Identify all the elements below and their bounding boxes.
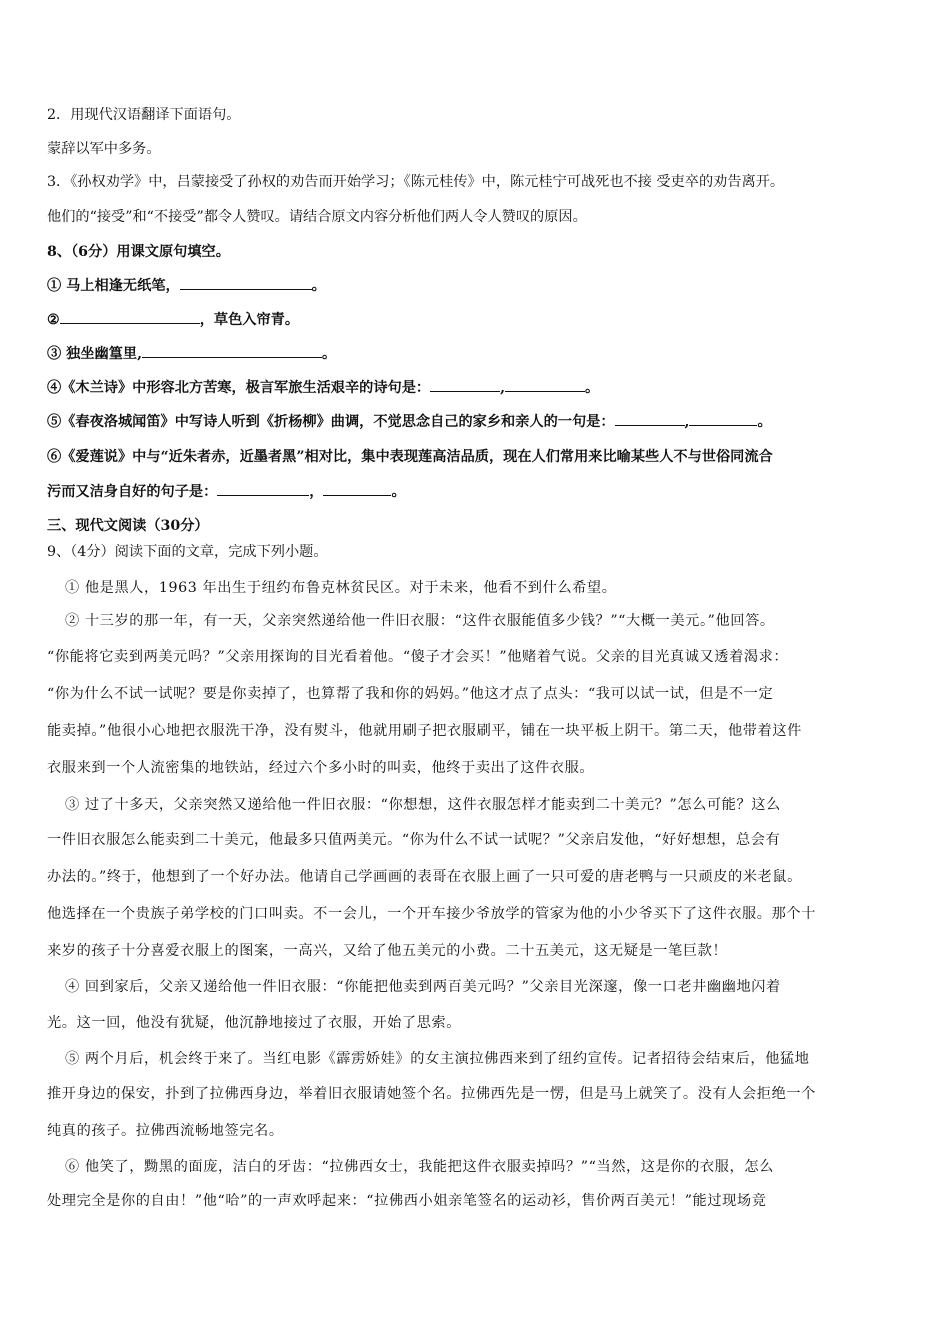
q7-sub2-prompt: 2．用现代汉语翻译下面语句。 xyxy=(47,107,241,123)
q8-item-6-line1: ⑥《爱莲说》中与“近朱者赤，近墨者黑”相对比，集中表现莲高洁品质，现在人们常用来比喻某些人不与世俗同流合 xyxy=(47,449,773,465)
article-para-2-line4: 能卖掉。”他很小心地把衣服洗干净，没有熨斗，他就用刷子把衣服刷平，铺在一块平板上阴干。第二天，他带着这件 xyxy=(47,723,802,739)
q9-prompt: 9、（4分）阅读下面的文章，完成下列小题。 xyxy=(47,544,328,560)
q8-item-5-blank-2[interactable] xyxy=(689,411,757,426)
q8-item-4-end: 。 xyxy=(585,380,600,396)
article-para-4-line1: ④ 回到家后，父亲又递给他一件旧衣服：“你能把他卖到两百美元吗？”父亲目光深邃，像一口老井幽幽地闪着 xyxy=(65,979,781,995)
q8-item-1-end: 。 xyxy=(311,278,326,294)
q8-item-3-text: ③ 独坐幽篁里, xyxy=(47,346,143,362)
q8-item-3-blank[interactable] xyxy=(142,343,322,358)
q8-item-6-blank-1[interactable] xyxy=(217,481,309,496)
article-para-6-line2: 处理完全是你的自由！”他“哈”的一声欢呼起来：“拉佛西小姐亲笔签名的运动衫，售价两百美元！”能过现场竞 xyxy=(47,1193,767,1209)
q8-item-6-text: 污而又洁身自好的句子是： xyxy=(47,484,218,500)
article-para-3-line2: 一件旧衣服怎么能卖到二十美元，他最多只值两美元。“你为什么不试一试呢？”父亲启发他，“好好想想，总会有 xyxy=(47,832,781,848)
q8-item-6-blank-2[interactable] xyxy=(323,481,391,496)
article-para-5-line1: ⑤ 两个月后，机会终于来了。当红电影《霹雳娇娃》的女主演拉佛西来到了纽约宣传。记者招待会结束后，他猛地 xyxy=(65,1051,810,1067)
q8-item-1-text: ① 马上相逢无纸笔， xyxy=(47,278,180,294)
q8-item-5-text: ⑤《春夜洛城闻笛》中写诗人听到《折杨柳》曲调，不觉思念自己的家乡和亲人的一句是： xyxy=(47,414,615,430)
q8-item-3-end: 。 xyxy=(322,346,337,362)
q8-item-1-blank[interactable] xyxy=(180,275,312,290)
article-para-3-line1: ③ 过了十多天，父亲突然又递给他一件旧衣服：“你想想，这件衣服怎样才能卖到二十美元？”怎么可能？这么 xyxy=(65,797,781,813)
q8-item-6-sep: ， xyxy=(309,484,324,500)
article-para-6-line1: ⑥ 他笑了，黝黑的面庞，洁白的牙齿：“拉佛西女士，我能把这件衣服卖掉吗？”“当然，这是你的衣服，怎么 xyxy=(65,1159,774,1175)
q7-sub2-text: 蒙辞以军中多务。 xyxy=(47,141,161,157)
q8-item-4 xyxy=(47,377,599,397)
article-para-2-line1: ② 十三岁的那一年，有一天，父亲突然递给他一件旧衣服：“这件衣服能值多少钱？”“大概一美元。”他回答。 xyxy=(65,613,775,629)
q8-item-2-text: ，草色入帘青。 xyxy=(199,312,300,328)
article-para-3-line5: 来岁的孩子十分喜爱衣服上的图案，一高兴，又给了他五美元的小费。二十五美元，这无疑是一笔巨款！ xyxy=(47,943,728,959)
q7-sub3-line2: 他们的“接受”和“不接受”都令人赞叹。请结合原文内容分析他们两人令人赞叹的原因。 xyxy=(47,209,587,225)
q8-item-5-end: 。 xyxy=(757,414,772,430)
q8-item-4-sep: , xyxy=(500,380,506,396)
q8-item-4-text: ④《木兰诗》中形容北方苦寒，极言军旅生活艰辛的诗句是： xyxy=(47,380,431,396)
q8-item-4-blank-1[interactable] xyxy=(430,377,500,392)
q8-item-4-blank-2[interactable] xyxy=(505,377,585,392)
q8-item-5-blank-1[interactable] xyxy=(615,411,685,426)
q7-sub3-line1: 3．《孙权劝学》中，吕蒙接受了孙权的劝告而开始学习；《陈元桂传》中，陈元桂宁可战死也不接 受吏卒的劝告离开。 xyxy=(47,174,785,190)
q8-item-6-line2 xyxy=(47,481,406,501)
article-para-5-line3: 纯真的孩子。拉佛西流畅地签完名。 xyxy=(47,1123,284,1139)
section-3-title: 三、现代文阅读（30分） xyxy=(47,518,209,534)
article-para-2-line2: “你能将它卖到两美元吗？”父亲用探询的目光看着他。“傻子才会买！”他赌着气说。父亲的目光真诚又透着渴求： xyxy=(47,649,789,665)
article-para-2-line3: “你为什么不试一试呢？要是你卖掉了，也算帮了我和你的妈妈。”他这才点了点头：“我可以试一试，但是不一定 xyxy=(47,686,774,702)
article-para-5-line2: 推开身边的保安，扑到了拉佛西身边，举着旧衣服请她签个名。拉佛西先是一愣，但是马上就笑了。没有人会拒绝一个 xyxy=(47,1086,816,1102)
article-para-3-line3: 办法的。”终于，他想到了一个好办法。他请自己学画画的表哥在衣服上画了一只可爱的唐老鸭与一只顽皮的米老鼠。 xyxy=(47,869,802,885)
q8-item-2-marker: ② xyxy=(47,312,60,328)
q8-item-3 xyxy=(47,343,336,363)
article-para-3-line4: 他选择在一个贵族子弟学校的门口叫卖。不一会儿，一个开车接少爷放学的管家为他的小少爷买下了这件衣服。那个十 xyxy=(47,906,816,922)
q8-item-6-end: 。 xyxy=(391,484,406,500)
q8-item-5 xyxy=(47,411,772,431)
q8-item-5-sep: , xyxy=(684,414,690,430)
article-para-4-line2: 光。这一回，他没有犹疑，他沉静地接过了衣服，开始了思索。 xyxy=(47,1015,462,1031)
article-para-2-line5: 衣服来到一个人流密集的地铁站，经过六个多小时的叫卖，他终于卖出了这件衣服。 xyxy=(47,760,595,776)
q8-item-1 xyxy=(47,275,326,295)
article-para-1: ① 他是黑人，1963 年出生于纽约布鲁克林贫民区。对于未来，他看不到什么希望。 xyxy=(65,580,617,596)
q8-item-2 xyxy=(47,309,299,329)
q8-title: 8、（6分）用课文原句填空。 xyxy=(47,244,230,260)
q8-item-2-blank[interactable] xyxy=(60,309,200,324)
